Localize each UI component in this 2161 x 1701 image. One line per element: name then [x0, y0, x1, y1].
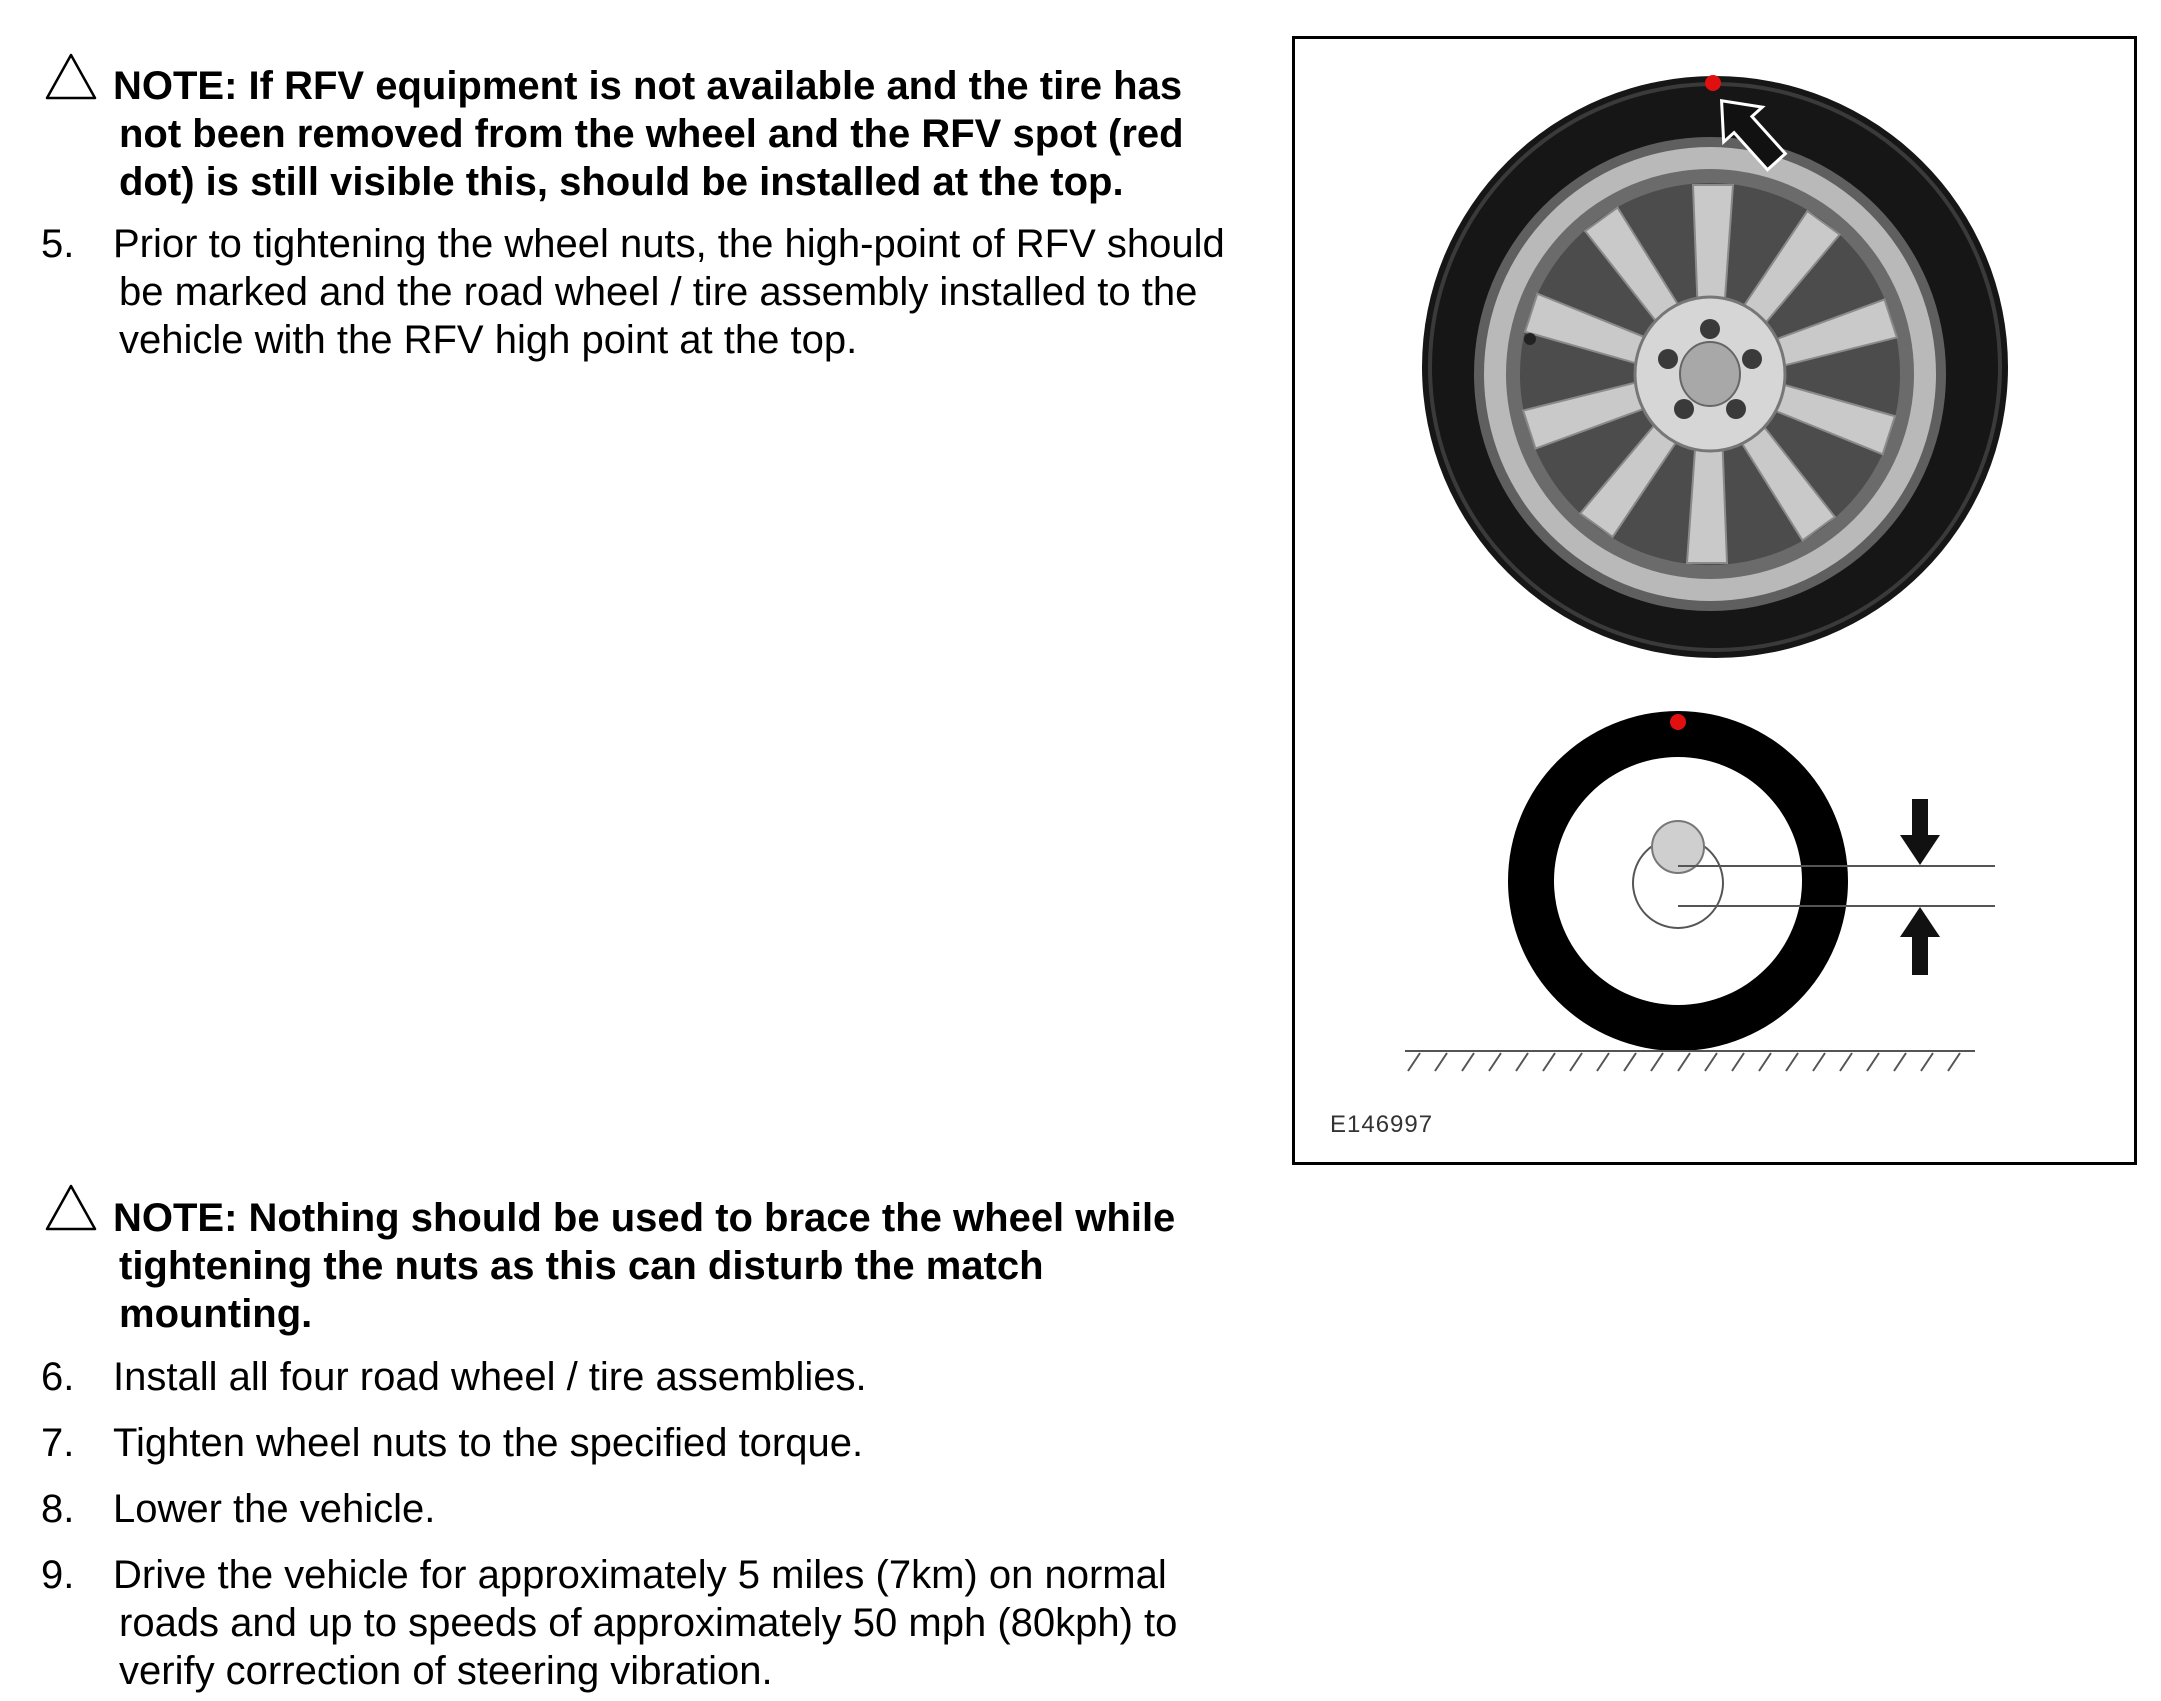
step-text: [113, 220, 1301, 364]
step-6: [41, 1353, 1301, 1401]
up-arrow-icon: [1900, 907, 1940, 975]
step-line: vehicle with the RFV high point at the top.: [119, 318, 858, 362]
step-line: verify correction of steering vibration.: [119, 1649, 773, 1693]
step-line: Prior to tightening the wheel nuts, the high-point of RFV should: [113, 222, 1225, 266]
step-text: [113, 1551, 1301, 1695]
down-arrow-icon: [1900, 799, 1940, 865]
step-8: [41, 1485, 1301, 1533]
step-line: Lower the vehicle.: [113, 1487, 436, 1531]
step-number: 9.: [41, 1553, 75, 1597]
figure-id: E146997: [1330, 1111, 1434, 1138]
step-7: [41, 1419, 1301, 1467]
step-number: 5.: [41, 222, 75, 266]
note-line: dot) is still visible this, should be installed at the top.: [119, 160, 1124, 204]
step-text: [113, 1419, 1301, 1467]
step-9: [41, 1551, 1301, 1695]
step-number: 6.: [41, 1355, 75, 1399]
note-line: NOTE: If RFV equipment is not available and the tire has: [113, 64, 1183, 108]
step-number: 7.: [41, 1421, 75, 1465]
note-line: mounting.: [119, 1292, 313, 1336]
note-brace-wheel: [113, 1194, 1263, 1338]
rfv-marker-dot: [1705, 75, 1721, 91]
step-number: 8.: [41, 1487, 75, 1531]
note-line: tightening the nuts as this can disturb the match: [119, 1244, 1044, 1288]
step-5: [41, 220, 1301, 364]
note-rfv-equipment: [113, 62, 1263, 206]
step-text: [113, 1353, 1301, 1401]
note-line: NOTE: Nothing should be used to brace the wheel while: [113, 1196, 1176, 1240]
rfv-wheel-figure: [1292, 36, 2137, 1165]
ground-hatching: [1408, 1053, 1960, 1071]
step-text: [113, 1485, 1301, 1533]
step-line: be marked and the road wheel / tire assembly installed to the: [119, 270, 1198, 314]
step-line: roads and up to speeds of approximately 50 mph (80kph) to: [119, 1601, 1178, 1645]
step-line: Tighten wheel nuts to the specified torque.: [113, 1421, 864, 1465]
rfv-marker-dot-schematic: [1670, 714, 1686, 730]
warning-triangle-icon: [44, 52, 98, 102]
note-line: not been removed from the wheel and the RFV spot (red: [119, 112, 1184, 156]
step-line: Install all four road wheel / tire assemblies.: [113, 1355, 867, 1399]
wheel-illustration: [1295, 39, 2140, 1168]
step-line: Drive the vehicle for approximately 5 miles (7km) on normal: [113, 1553, 1167, 1597]
valve-stem: [1524, 333, 1536, 345]
warning-triangle-icon: [44, 1183, 98, 1233]
